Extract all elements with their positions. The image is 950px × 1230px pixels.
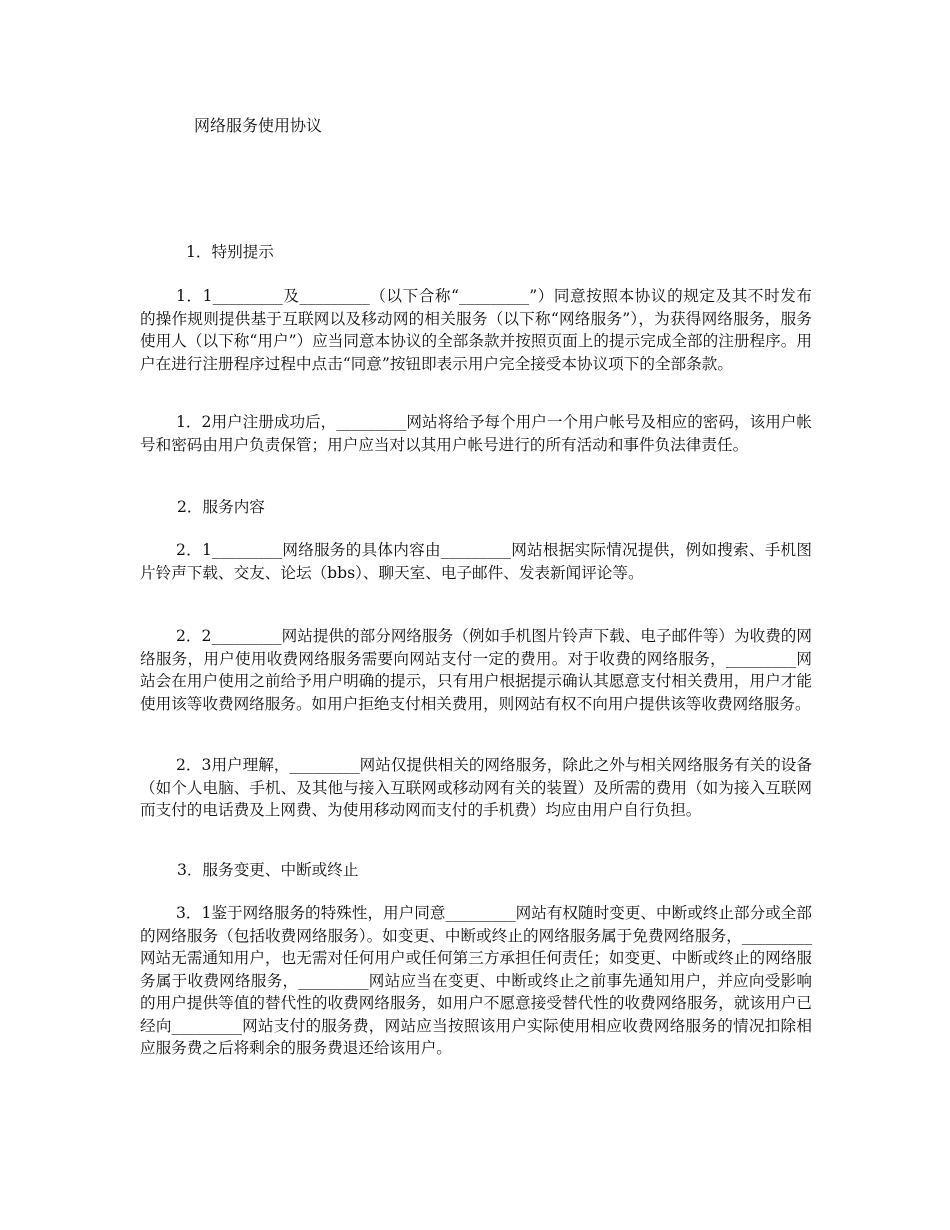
- clause-2-2: 2．2_________网站提供的部分网络服务（例如手机图片铃声下载、电子邮件等）为收费的网络服务，用户使用收费网络服务需要向网站支付一定的费用。对于收费的网络服务，_________网站会在用户使用之前给予用户明确的提示，只有用户根据提示确认其愿意支付相关费用，用户才能使用该等收费网络服务。如用户拒绝支付相关费用，则网站有权不向用户提供该等收费网络服务。: [140, 627, 812, 713]
- clause-1-1: 1．1_________及_________（以下合称“_________”）同意按照本协议的规定及其不时发布的操作规则提供基于互联网以及移动网的相关服务（以下称“网络服务”），为获得网络服务，服务使用人（以下称“用户”）应当同意本协议的全部条款并按照页面上的提示完成全部的注册程序。用户在进行注册程序过程中点击“同意”按钮即表示用户完全接受本协议项下的全部条款。: [140, 287, 812, 373]
- document-title: 网络服务使用协议: [194, 116, 323, 135]
- section-heading-special-notice: 1．特别提示: [186, 243, 274, 261]
- section-heading-service-content: 2．服务内容: [177, 498, 265, 516]
- clause-3-1: 3．1鉴于网络服务的特殊性，用户同意_________网站有权随时变更、中断或终止部分或全部的网络服务（包括收费网络服务）。如变更、中断或终止的网络服务属于免费网络服务，_________网站无需通知用户，也无需对任何用户或任何第三方承担任何责任；如变更、中断或终止的网络服务属于收费网络服务，_________网站应当在变更、中断或终止之前事先通知用户，并应向受影响的用户提供等值的替代性的收费网络服务，如用户不愿意接受替代性的收费网络服务，就该用户已经向_________网站支付的服务费，网站应当按照该用户实际使用相应收费网络服务的情况扣除相应服务费之后将剩余的服务费退还给该用户。: [140, 904, 812, 1057]
- clause-1-2: 1．2用户注册成功后，_________网站将给予每个用户一个用户帐号及相应的密码，该用户帐号和密码由用户负责保管；用户应当对以其用户帐号进行的所有活动和事件负法律责任。: [140, 413, 812, 454]
- section-heading-service-change: 3．服务变更、中断或终止: [177, 861, 359, 879]
- clause-2-3: 2．3用户理解，_________网站仅提供相关的网络服务，除此之外与相关网络服务有关的设备（如个人电脑、手机、及其他与接入互联网或移动网有关的装置）及所需的费用（如为接入互联网而支付的电话费及上网费、为使用移动网而支付的手机费）均应由用户自行负担。: [140, 756, 812, 819]
- clause-2-1: 2．1_________网络服务的具体内容由_________网站根据实际情况提供，例如搜索、手机图片铃声下载、交友、论坛（bbs）、聊天室、电子邮件、发表新闻评论等。: [140, 541, 812, 582]
